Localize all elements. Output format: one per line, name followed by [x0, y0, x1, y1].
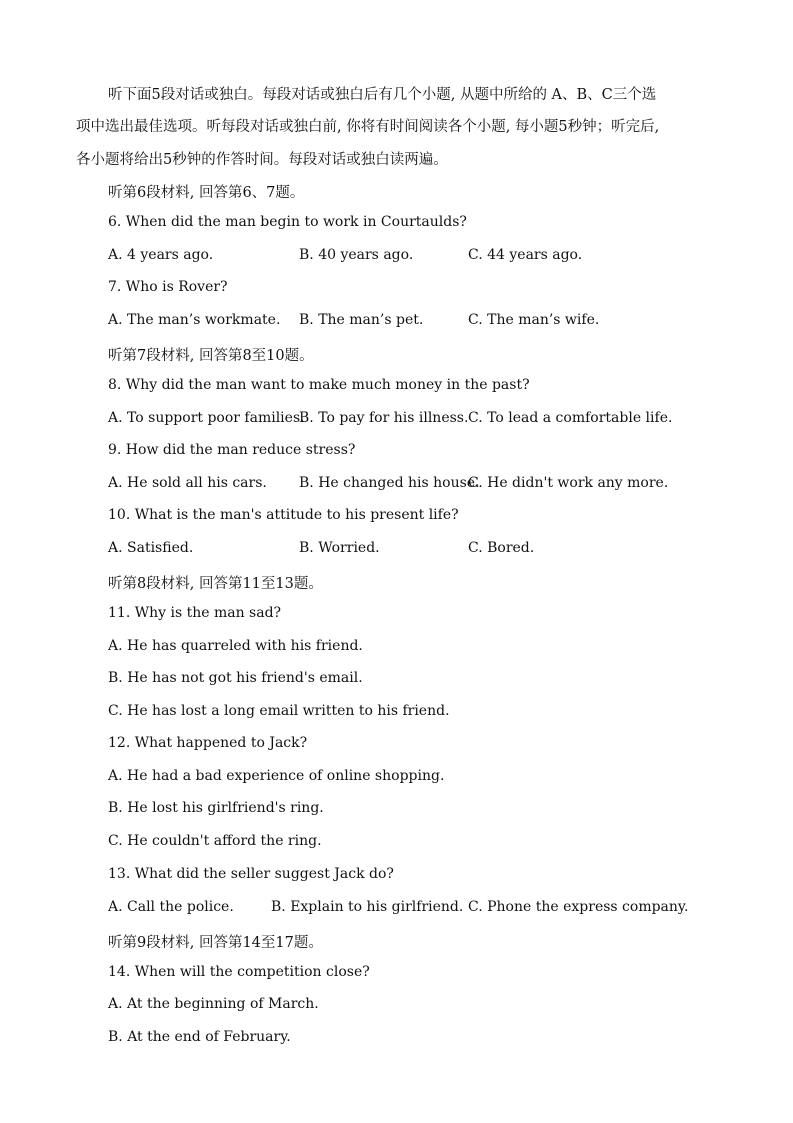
- question-11-stem: 11. Why is the man sad?: [108, 605, 282, 621]
- question-14-option-b: B. At the end of February.: [108, 1029, 291, 1045]
- section-heading-7: 听第7段材料, 回答第8至10题。: [108, 348, 314, 364]
- question-6-option-b: B. 40 years ago.: [299, 247, 414, 263]
- question-14-stem: 14. When will the competition close?: [108, 964, 370, 980]
- section-heading-6: 听第6段材料, 回答第6、7题。: [108, 185, 305, 201]
- question-6-option-a: A. 4 years ago.: [108, 247, 214, 263]
- question-13-option-a: A. Call the police.: [108, 899, 234, 915]
- question-9-option-c: C. He didn't work any more.: [468, 475, 669, 491]
- instructions-line-3: 各小题将给出5秒钟的作答时间。每段对话或独白读两遍。: [76, 152, 448, 168]
- question-10-option-b: B. Worried.: [299, 540, 380, 556]
- question-12-option-a: A. He had a bad experience of online shopping.: [108, 768, 445, 784]
- question-10-stem: 10. What is the man's attitude to his present life?: [108, 507, 459, 523]
- question-13-option-c: C. Phone the express company.: [468, 899, 689, 915]
- question-14-option-a: A. At the beginning of March.: [108, 996, 319, 1012]
- question-9-option-a: A. He sold all his cars.: [108, 475, 267, 491]
- instructions-line-2: 项中选出最佳选项。听每段对话或独白前, 你将有时间阅读各个小题, 每小题5秒钟；听完后,: [76, 119, 660, 135]
- section-heading-9: 听第9段材料, 回答第14至17题。: [108, 935, 323, 951]
- question-6-option-c: C. 44 years ago.: [468, 247, 583, 263]
- question-13-stem: 13. What did the seller suggest Jack do?: [108, 866, 394, 882]
- question-7-stem: 7. Who is Rover?: [108, 279, 228, 295]
- question-6-stem: 6. When did the man begin to work in Courtaulds?: [108, 214, 467, 230]
- question-8-stem: 8. Why did the man want to make much money in the past?: [108, 377, 530, 393]
- question-12-stem: 12. What happened to Jack?: [108, 735, 308, 751]
- question-12-option-b: B. He lost his girlfriend's ring.: [108, 800, 324, 816]
- question-11-option-a: A. He has quarreled with his friend.: [108, 638, 363, 654]
- question-11-option-b: B. He has not got his friend's email.: [108, 670, 363, 686]
- question-9-option-b: B. He changed his house.: [299, 475, 480, 491]
- question-7-option-c: C. The man’s wife.: [468, 312, 600, 328]
- question-7-option-b: B. The man’s pet.: [299, 312, 424, 328]
- question-8-option-a: A. To support poor families.: [108, 410, 305, 426]
- question-7-option-a: A. The man’s workmate.: [108, 312, 281, 328]
- question-10-option-c: C. Bored.: [468, 540, 535, 556]
- question-8-option-b: B. To pay for his illness.: [299, 410, 469, 426]
- question-9-stem: 9. How did the man reduce stress?: [108, 442, 356, 458]
- question-12-option-c: C. He couldn't afford the ring.: [108, 833, 322, 849]
- instructions-line-1: 听下面5段对话或独白。每段对话或独白后有几个小题, 从题中所给的 A、B、C三个选: [108, 87, 657, 103]
- question-11-option-c: C. He has lost a long email written to his friend.: [108, 703, 450, 719]
- question-8-option-c: C. To lead a comfortable life.: [468, 410, 673, 426]
- question-10-option-a: A. Satisfied.: [108, 540, 194, 556]
- question-13-option-b: B. Explain to his girlfriend.: [271, 899, 464, 915]
- section-heading-8: 听第8段材料, 回答第11至13题。: [108, 576, 323, 592]
